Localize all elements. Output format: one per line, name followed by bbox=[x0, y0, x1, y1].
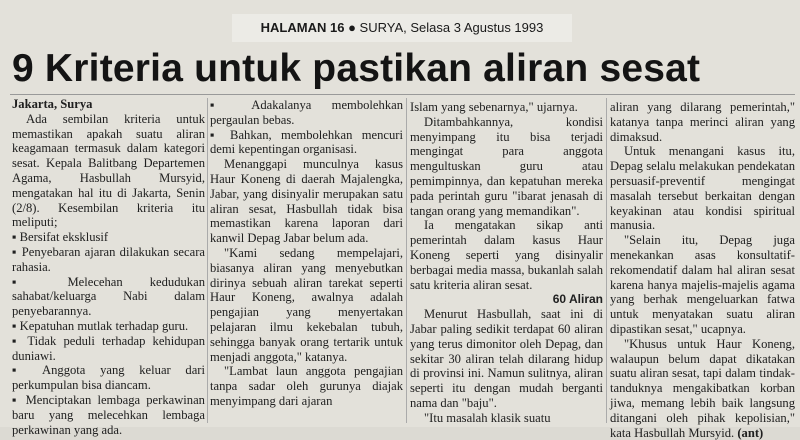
paragraph-text: "Khusus untuk Haur Koneng, walaupun belum dapat dikatakan suatu aliran sesat, tapi dalam tindak-tanduknya mengakibatkan korban jiwa, memang lebih baik langsung ditangani oleh pihak kepolisian," kata Hasbullah Mursyid. bbox=[610, 336, 795, 440]
agency-signature: (ant) bbox=[737, 425, 764, 440]
article-column-3 bbox=[410, 100, 603, 426]
criteria-item: ▪ Melecehan kedudukan sahabat/keluarga Nabi dalam penyebarannya. bbox=[12, 275, 205, 319]
paragraph: Ditambahkannya, kondisi menyimpang itu bisa terjadi mengingat para anggota mengultuskan guru atau pemimpinnya, dan kepatuhan mereka pada perintah guru "ibarat jenasah di tangan orang yang memandikan". bbox=[410, 114, 603, 218]
page-header bbox=[232, 14, 572, 42]
paragraph: "Itu masalah klasik suatu bbox=[424, 410, 551, 425]
criteria-item: ▪ Adakalanya membolehkan pergaulan bebas. bbox=[210, 98, 403, 128]
article-column-4 bbox=[610, 100, 795, 440]
headline: 9 Kriteria untuk pastikan aliran sesat bbox=[12, 47, 701, 90]
criteria-item: ▪ Tidak peduli terhadap kehidupan duniawi. bbox=[12, 334, 205, 364]
paragraph: Menurut Hasbullah, saat ini di Jabar paling sedikit terdapat 60 aliran yang terus dimonitor oleh Depag, dan sekitar 30 aliran telah dilarang hidup di provinsi ini. Namun sulitnya, aliran seperti itu dengan mudah berganti nama dan "baju". bbox=[410, 307, 603, 410]
dateline: Jakarta, Surya bbox=[12, 97, 93, 111]
criteria-item: ▪ Bahkan, membolehkan mencuri demi kepentingan organisasi. bbox=[210, 128, 403, 158]
paragraph: "Selain itu, Depag juga menekankan asas konsultatif-rekomendatif dalam hal aliran sesat karena hanya majelis-majelis agama yang berhak mengeluarkan fatwa untuk menyatakan suatu aliran dipastikan sesat," ucapnya. bbox=[610, 233, 795, 336]
criteria-item: ▪ Menciptakan lembaga perkawinan baru yang melecehkan lembaga perkawinan yang ada. bbox=[12, 393, 205, 437]
paragraph: "Kami sedang mempelajari, biasanya aliran yang menyebutkan dirinya sebuah aliran tarekat seperti Haur Koneng, awalnya adalah pengajian yang menyertakan pelajaran ilmu kekebalan tubuh, sehingga banyak orang tertarik untuk menjadi anggota," katanya. bbox=[210, 245, 403, 364]
article-column-2 bbox=[210, 98, 403, 409]
article-column-1 bbox=[12, 97, 205, 437]
issue-date: Selasa 3 Agustus 1993 bbox=[410, 20, 544, 35]
criteria-item: ▪ Kepatuhan mutlak terhadap guru. bbox=[12, 319, 205, 334]
column-divider bbox=[406, 98, 407, 423]
paragraph: Untuk menangani kasus itu, Depag selalu melakukan pendekatan persuasif-preventif mengingat masalah tersebut berkaitan dengan keyakinan atau kondisi spiritual manusia. bbox=[610, 144, 795, 233]
subheading: 60 Aliran bbox=[552, 292, 603, 307]
paper-name: SURYA, bbox=[359, 20, 407, 35]
paragraph: Menanggapi munculnya kasus Haur Koneng di daerah Majalengka, Jabar, yang disinyalir merupakan satu aliran sesat, Hasbullah tidak bisa memastikan karena laporan dari kanwil Depag Jabar belum ada. bbox=[210, 157, 403, 246]
paragraph: Ada sembilan kriteria untuk memastikan apakah suatu aliran keagamaan termasuk dalam kategori sesat. Kepala Balitbang Departemen Agama, Hasbullah Mursyid, mengatakan hal itu di Jakarta, Senin (2/8). Kesembilan kriteria itu meliputi; bbox=[12, 111, 205, 230]
headline-rule bbox=[10, 94, 795, 95]
paragraph: aliran yang dilarang pemerintah," katanya tanpa merinci aliran yang dimaksud. bbox=[610, 100, 795, 144]
paragraph: "Lambat laun anggota pengajian tanpa sadar oleh gurunya diajak menyimpang dari ajaran bbox=[210, 364, 403, 408]
criteria-item: ▪ Anggota yang keluar dari perkumpulan bisa diancam. bbox=[12, 363, 205, 393]
criteria-item: ▪ Penyebaran ajaran dilakukan secara rahasia. bbox=[12, 245, 205, 275]
section-label: HALAMAN 16 bbox=[260, 20, 345, 35]
paragraph: Islam yang sebenarnya," ujarnya. bbox=[410, 100, 578, 114]
column-divider bbox=[207, 98, 208, 423]
criteria-item: ▪ Bersifat eksklusif bbox=[12, 230, 205, 245]
bullet-dot: ● bbox=[348, 20, 360, 35]
paragraph bbox=[610, 337, 795, 440]
paragraph: Ia mengatakan sikap anti pemerintah dalam kasus Haur Koneng seperti yang disinyalir berbagai media massa, bukanlah salah satu kriteria aliran sesat. bbox=[410, 218, 603, 292]
column-divider bbox=[606, 98, 607, 423]
